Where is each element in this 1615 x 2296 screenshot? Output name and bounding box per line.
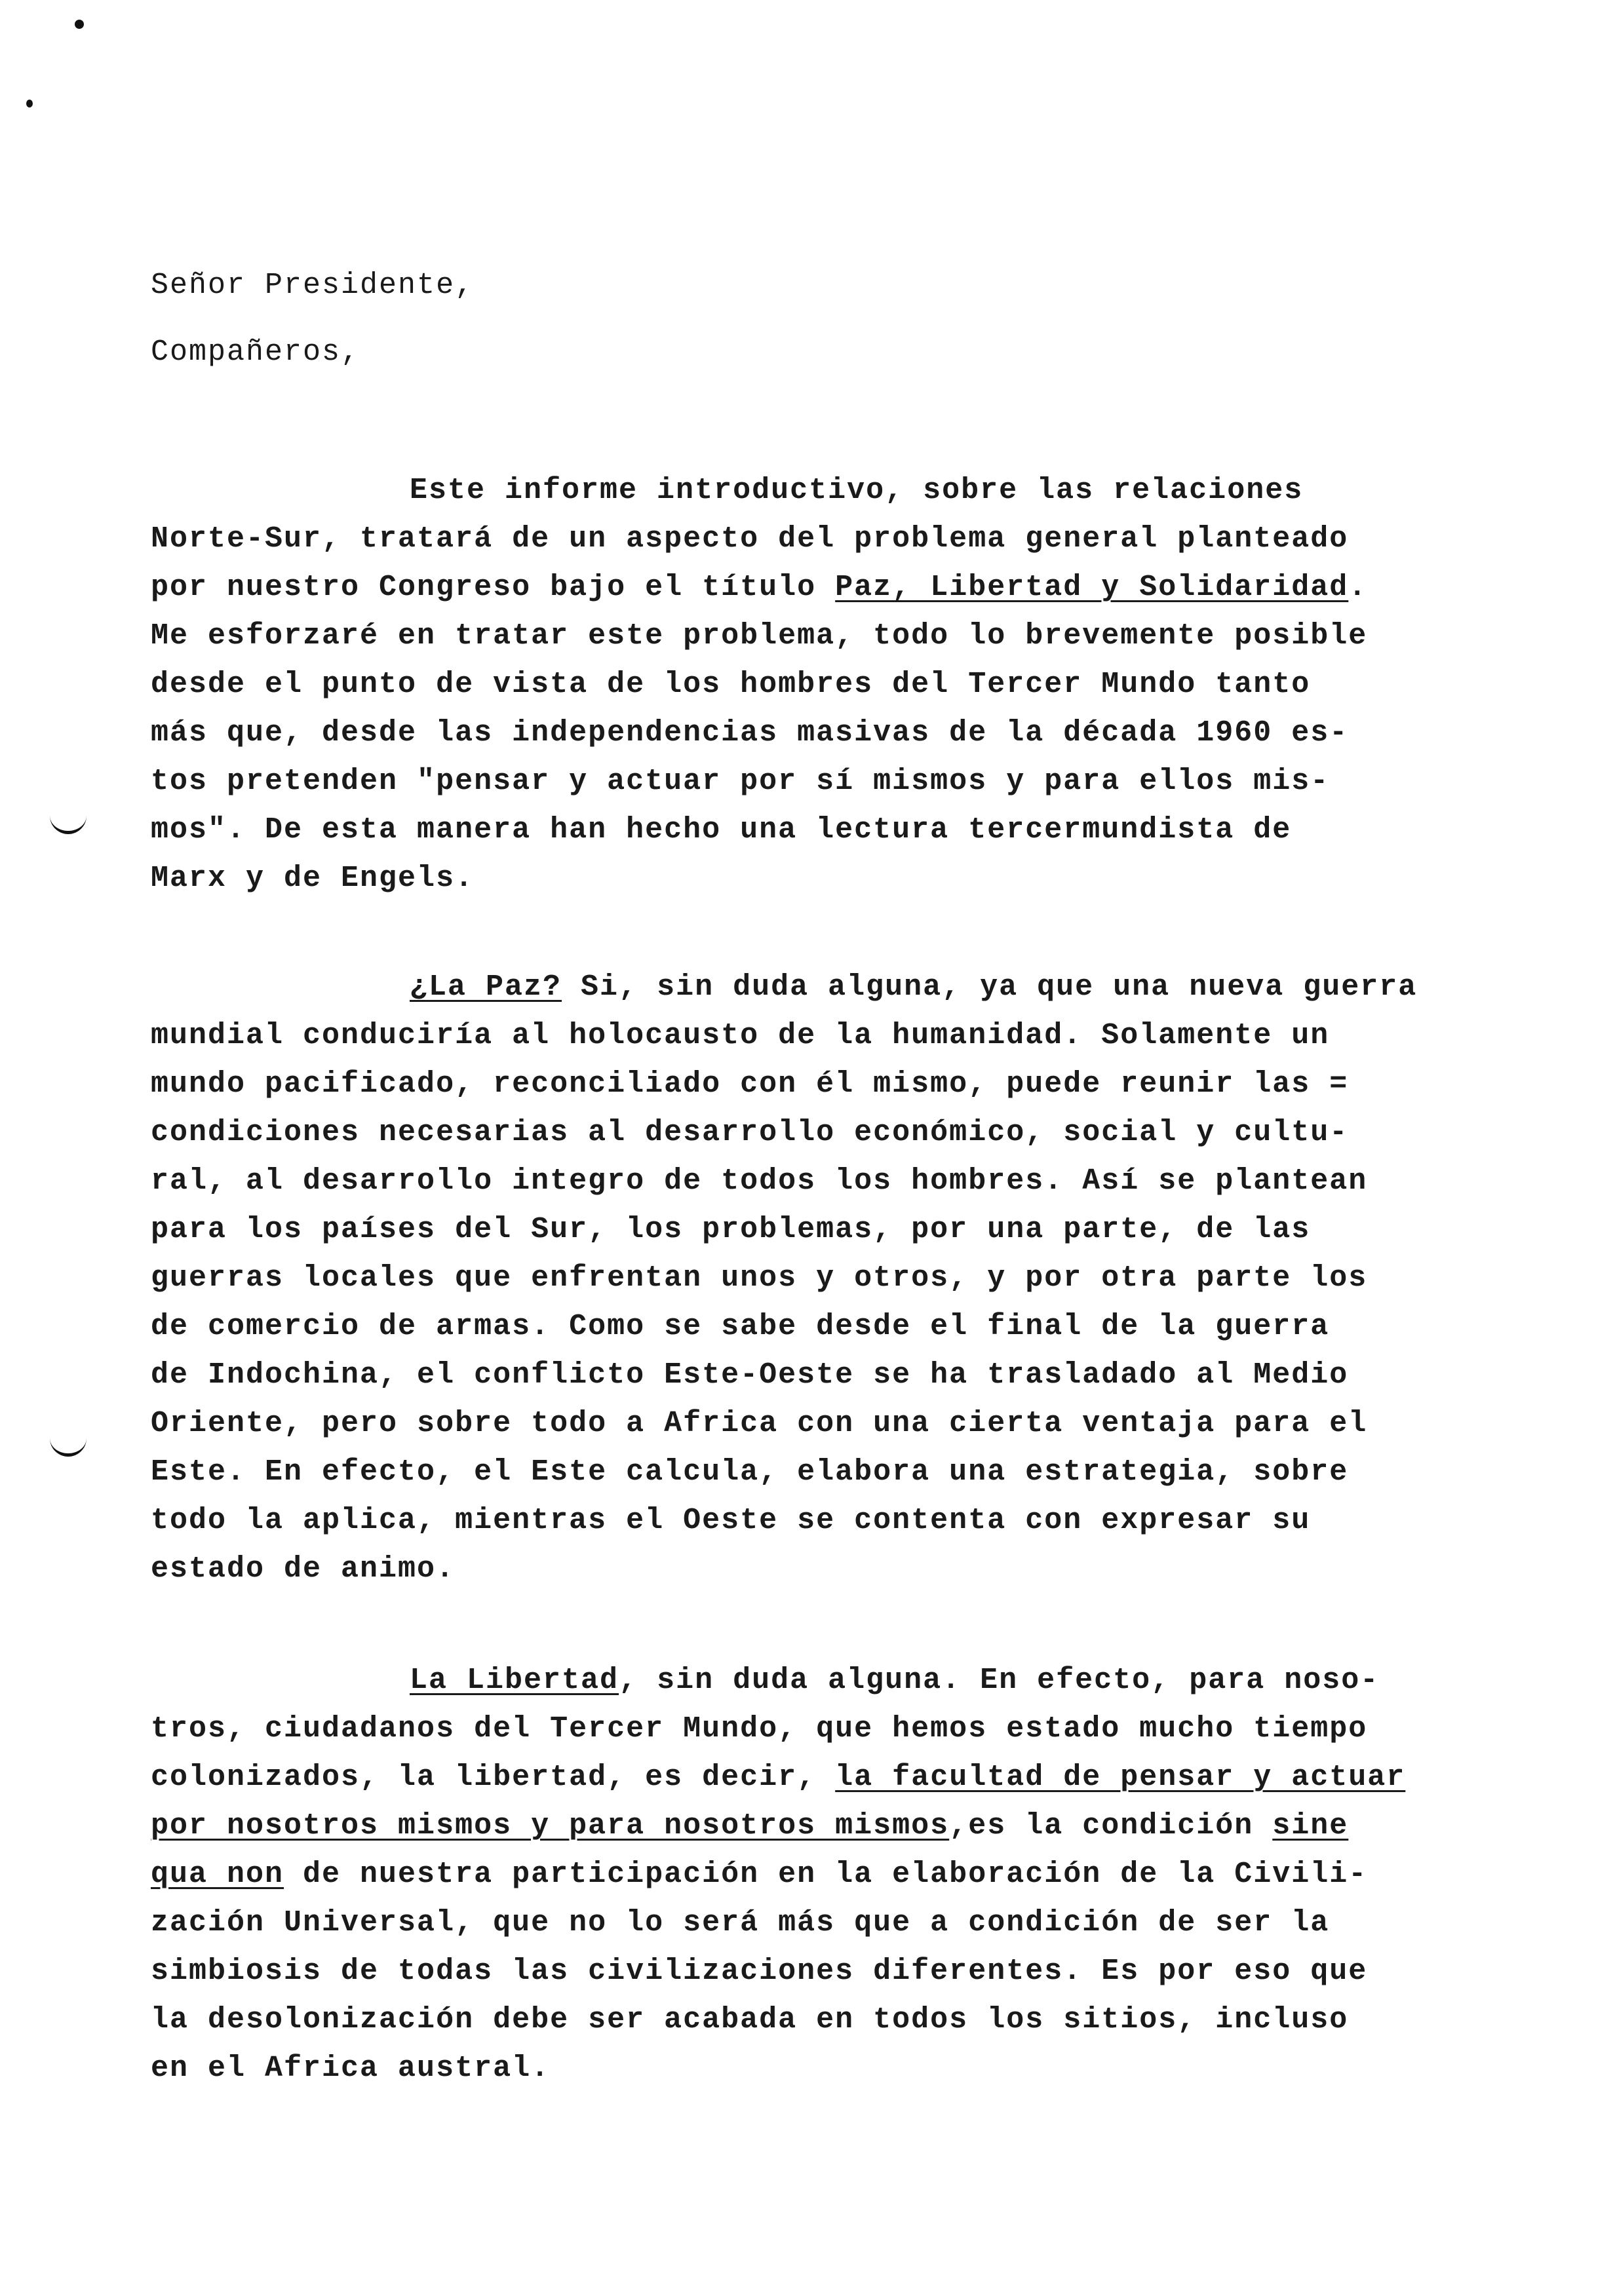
text-span: Si, sin duda alguna, ya que una nueva guerra <box>562 970 1418 1004</box>
text-line: Oriente, pero sobre todo a Africa con una cierta ventaja para el <box>151 1407 1368 1440</box>
text-line: zación Universal, que no lo será más que a condición de ser la <box>151 1906 1330 1940</box>
text-line: todo la aplica, mientras el Oeste se contenta con expresar su <box>151 1504 1311 1537</box>
text-line: Este informe introductivo, sobre las relaciones <box>410 474 1304 507</box>
underlined-phrase: por nosotros mismos y para nosotros mismos <box>151 1809 950 1843</box>
text-line: más que, desde las independencias masivas de la década 1960 es- <box>151 716 1349 750</box>
text-span: ,es la condición <box>949 1809 1273 1843</box>
text-line: de Indochina, el conflicto Este-Oeste se ha trasladado al Medio <box>151 1358 1349 1392</box>
text-line: mos". De esta manera han hecho una lectura tercermundista de <box>151 813 1292 847</box>
text-span: . <box>1348 571 1368 604</box>
text-span: colonizados, la libertad, es decir, <box>151 1761 836 1794</box>
text-line <box>151 1802 1449 1850</box>
text-line: para los países del Sur, los problemas, por una parte, de las <box>151 1213 1311 1246</box>
text-line <box>151 1850 1449 1899</box>
text-line: ral, al desarrollo integro de todos los hombres. Así se plantean <box>151 1164 1368 1198</box>
text-line: Marx y de Engels. <box>151 862 475 895</box>
text-line: mundial conduciría al holocausto de la humanidad. Solamente un <box>151 1019 1330 1052</box>
underlined-phrase: Paz, Libertad y Solidaridad <box>835 571 1349 604</box>
salutation-line: Compañeros, <box>151 335 360 369</box>
underlined-phrase: ¿La Paz? <box>410 970 562 1004</box>
underlined-phrase: sine <box>1272 1809 1349 1843</box>
underlined-phrase: La Libertad <box>410 1664 619 1697</box>
text-line: la desolonización debe ser acabada en todos los sitios, incluso <box>151 2003 1349 2037</box>
punch-hole-mark <box>50 1432 87 1457</box>
text-line <box>151 963 1449 1012</box>
punch-hole-mark <box>50 810 87 834</box>
text-line: condiciones necesarias al desarrollo económico, social y cultu- <box>151 1116 1349 1149</box>
text-span: , sin duda alguna. En efecto, para noso- <box>619 1664 1380 1697</box>
paragraph <box>151 963 1449 1594</box>
paragraph <box>151 467 1449 903</box>
text-line: en el Africa austral. <box>151 2052 551 2085</box>
text-line <box>151 1656 1449 1705</box>
underlined-phrase: la facultad de pensar y actuar <box>835 1761 1406 1794</box>
text-line <box>151 564 1449 612</box>
underlined-phrase: qua non <box>151 1858 284 1891</box>
text-line: Este. En efecto, el Este calcula, elabora una estrategia, sobre <box>151 1455 1349 1489</box>
text-line: guerras locales que enfrentan unos y otros, y por otra parte los <box>151 1261 1368 1295</box>
text-line <box>151 1753 1449 1802</box>
paragraph <box>151 1656 1449 2093</box>
salutation-line: Señor Presidente, <box>151 269 475 302</box>
text-line: desde el punto de vista de los hombres del Tercer Mundo tanto <box>151 668 1311 701</box>
text-line: de comercio de armas. Como se sabe desde el final de la guerra <box>151 1310 1330 1343</box>
binding-dot-mark <box>26 100 33 107</box>
text-line: Norte-Sur, tratará de un aspecto del problema general planteado <box>151 522 1349 556</box>
text-line: estado de animo. <box>151 1552 456 1586</box>
text-line: simbiosis de todas las civilizaciones diferentes. Es por eso que <box>151 1955 1368 1988</box>
text-span: por nuestro Congreso bajo el título <box>151 571 836 604</box>
binding-dot-mark <box>75 20 84 29</box>
text-line: Me esforzaré en tratar este problema, todo lo brevemente posible <box>151 619 1368 653</box>
text-line: mundo pacificado, reconciliado con él mismo, puede reunir las = <box>151 1067 1349 1101</box>
text-line: tos pretenden "pensar y actuar por sí mismos y para ellos mis- <box>151 765 1330 798</box>
text-span: de nuestra participación en la elaboración de la Civili- <box>284 1858 1368 1891</box>
text-line: tros, ciudadanos del Tercer Mundo, que hemos estado mucho tiempo <box>151 1712 1368 1746</box>
